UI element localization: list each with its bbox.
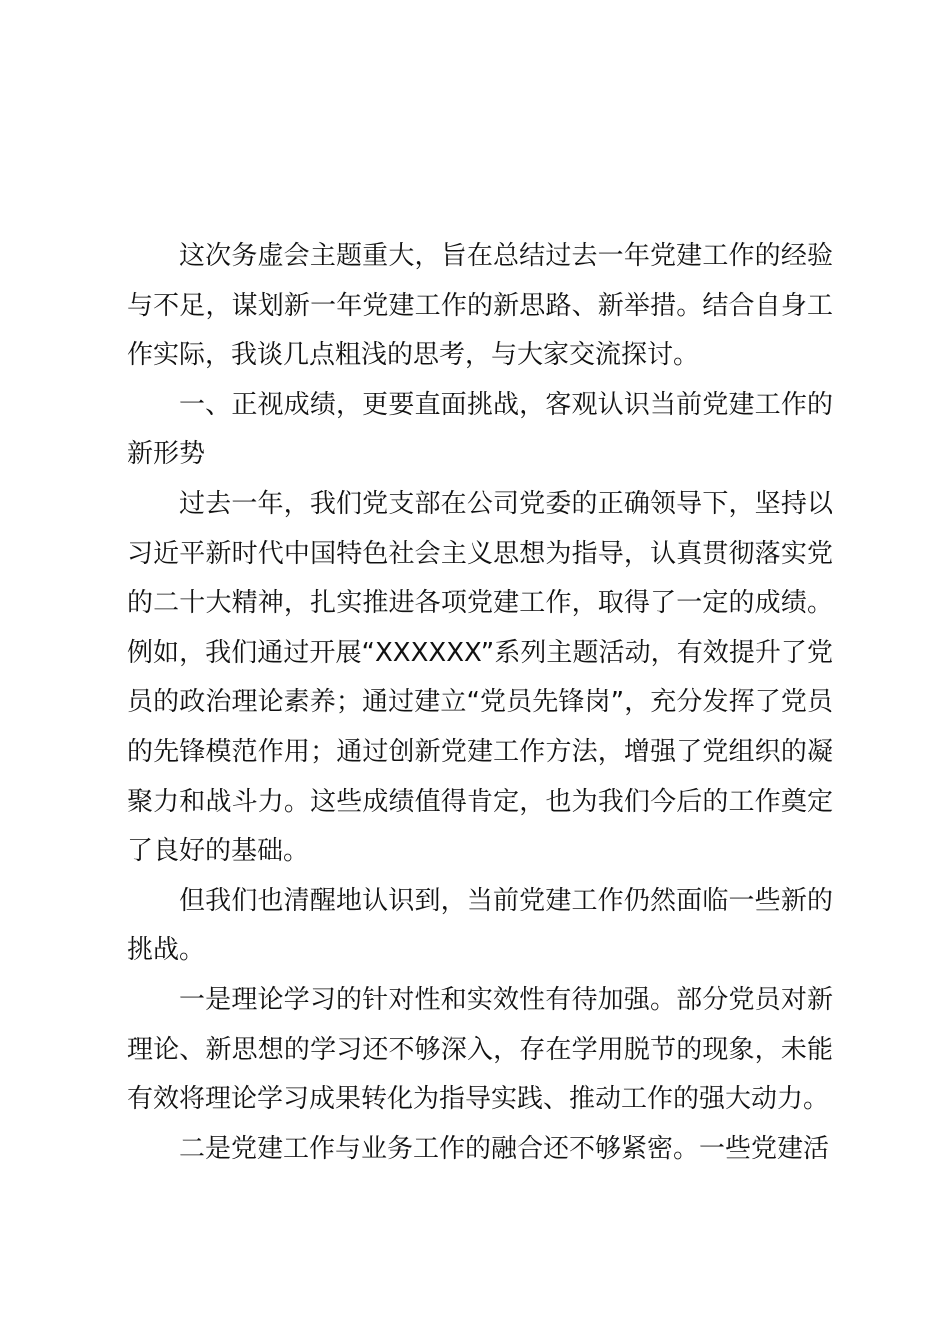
intro-paragraph: 这次务虚会主题重大，旨在总结过去一年党建工作的经验与不足，谋划新一年党建工作的新思路、新举措。结合自身工作实际，我谈几点粗浅的思考，与大家交流探讨。 xyxy=(127,241,833,371)
challenge-2-paragraph: 二是党建工作与业务工作的融合还不够紧密。一些党建活 xyxy=(179,1133,830,1164)
document-body xyxy=(127,232,833,1174)
section-heading-1: 一、正视成绩，更要直面挑战，客观认识当前党建工作的新形势 xyxy=(127,389,833,470)
challenges-intro-paragraph: 但我们也清醒地认识到，当前党建工作仍然面临一些新的挑战。 xyxy=(127,885,833,966)
achievements-paragraph: 过去一年，我们党支部在公司党委的正确领导下，坚持以习近平新时代中国特色社会主义思想为指导，认真贯彻落实党的二十大精神，扎实推进各项党建工作，取得了一定的成绩。例如，我们通过开展“XXXXXX”系列主题活动，有效提升了党员的政治理论素养；通过建立“党员先锋岗”，充分发挥了党员的先锋模范作用；通过创新党建工作方法，增强了党组织的凝聚力和战斗力。这些成绩值得肯定，也为我们今后的工作奠定了良好的基础。 xyxy=(127,488,833,867)
challenge-1-paragraph: 一是理论学习的针对性和实效性有待加强。部分党员对新理论、新思想的学习还不够深入，存在学用脱节的现象，未能有效将理论学习成果转化为指导实践、推动工作的强大动力。 xyxy=(127,984,833,1115)
